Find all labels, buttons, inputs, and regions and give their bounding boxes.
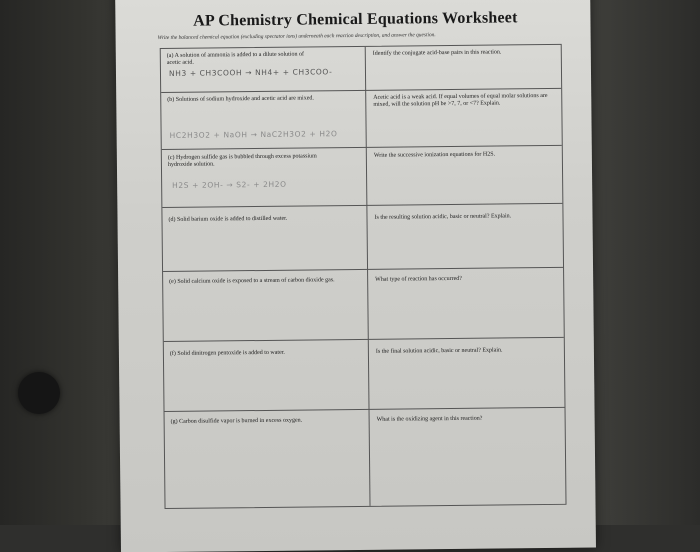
reaction-question-b: Acetic acid is a weak acid. If equal volumes of equal molar solutions are mixed, will the solution pH be >7, 7, or <7? Explain. [373, 92, 548, 109]
handwritten-answer-c: H2S + 2OH- → S2- + 2H2O [172, 179, 287, 190]
row-divider [161, 88, 561, 93]
handwritten-answer-b: HC2H3O2 + NaOH → NaC2H3O2 + H2O [169, 129, 338, 140]
dark-knob-object [18, 372, 60, 414]
reaction-description-f: (f) Solid dinitrogen pentoxide is added to water. [169, 349, 285, 357]
row-divider [165, 407, 565, 412]
worksheet-title: AP Chemistry Chemical Equations Worksheet [193, 9, 518, 30]
reaction-question-f: Is the final solution acidic, basic or neutral? Explain. [375, 347, 503, 355]
reaction-description-g: (g) Carbon disulfide vapor is burned in excess oxygen. [170, 417, 303, 425]
reaction-description-a: (a) A solution of ammonia is added to a dilute solution of acetic acid. [166, 51, 304, 67]
reaction-question-d: Is the resulting solution acidic, basic or neutral? Explain. [374, 213, 512, 221]
worksheet-instructions: Write the balanced chemical equation (excluding spectator ions) underneath each reaction description, and answer the question. [157, 32, 436, 42]
background-desk-left [0, 0, 120, 525]
handwritten-answer-a: NH3 + CH3COOH → NH4+ + CH3COO- [168, 67, 333, 78]
worksheet-paper [115, 0, 596, 552]
row-divider [164, 337, 564, 342]
reaction-description-d: (d) Solid barium oxide is added to distilled water. [168, 215, 288, 223]
reaction-question-e: What type of reaction has occurred? [375, 275, 462, 283]
background-desk-right [590, 0, 700, 525]
reaction-description-b: (b) Solutions of sodium hydroxide and acetic acid are mixed. [167, 95, 314, 103]
reaction-description-c: (c) Hydrogen sulfide gas is bubbled through excess potassium hydroxide solution. [167, 153, 317, 169]
reaction-question-a: Identify the conjugate acid-base pairs in this reaction. [372, 49, 502, 57]
reaction-description-e: (e) Solid calcium oxide is exposed to a stream of carbon dioxide gas. [169, 277, 335, 285]
column-divider [365, 47, 371, 506]
reaction-table [160, 44, 567, 509]
row-divider [163, 267, 563, 272]
row-divider [162, 203, 562, 208]
row-divider [162, 145, 562, 150]
reaction-question-g: What is the oxidizing agent in this reaction? [376, 415, 483, 423]
reaction-question-c: Write the successive ionization equations for H2S. [373, 151, 496, 159]
